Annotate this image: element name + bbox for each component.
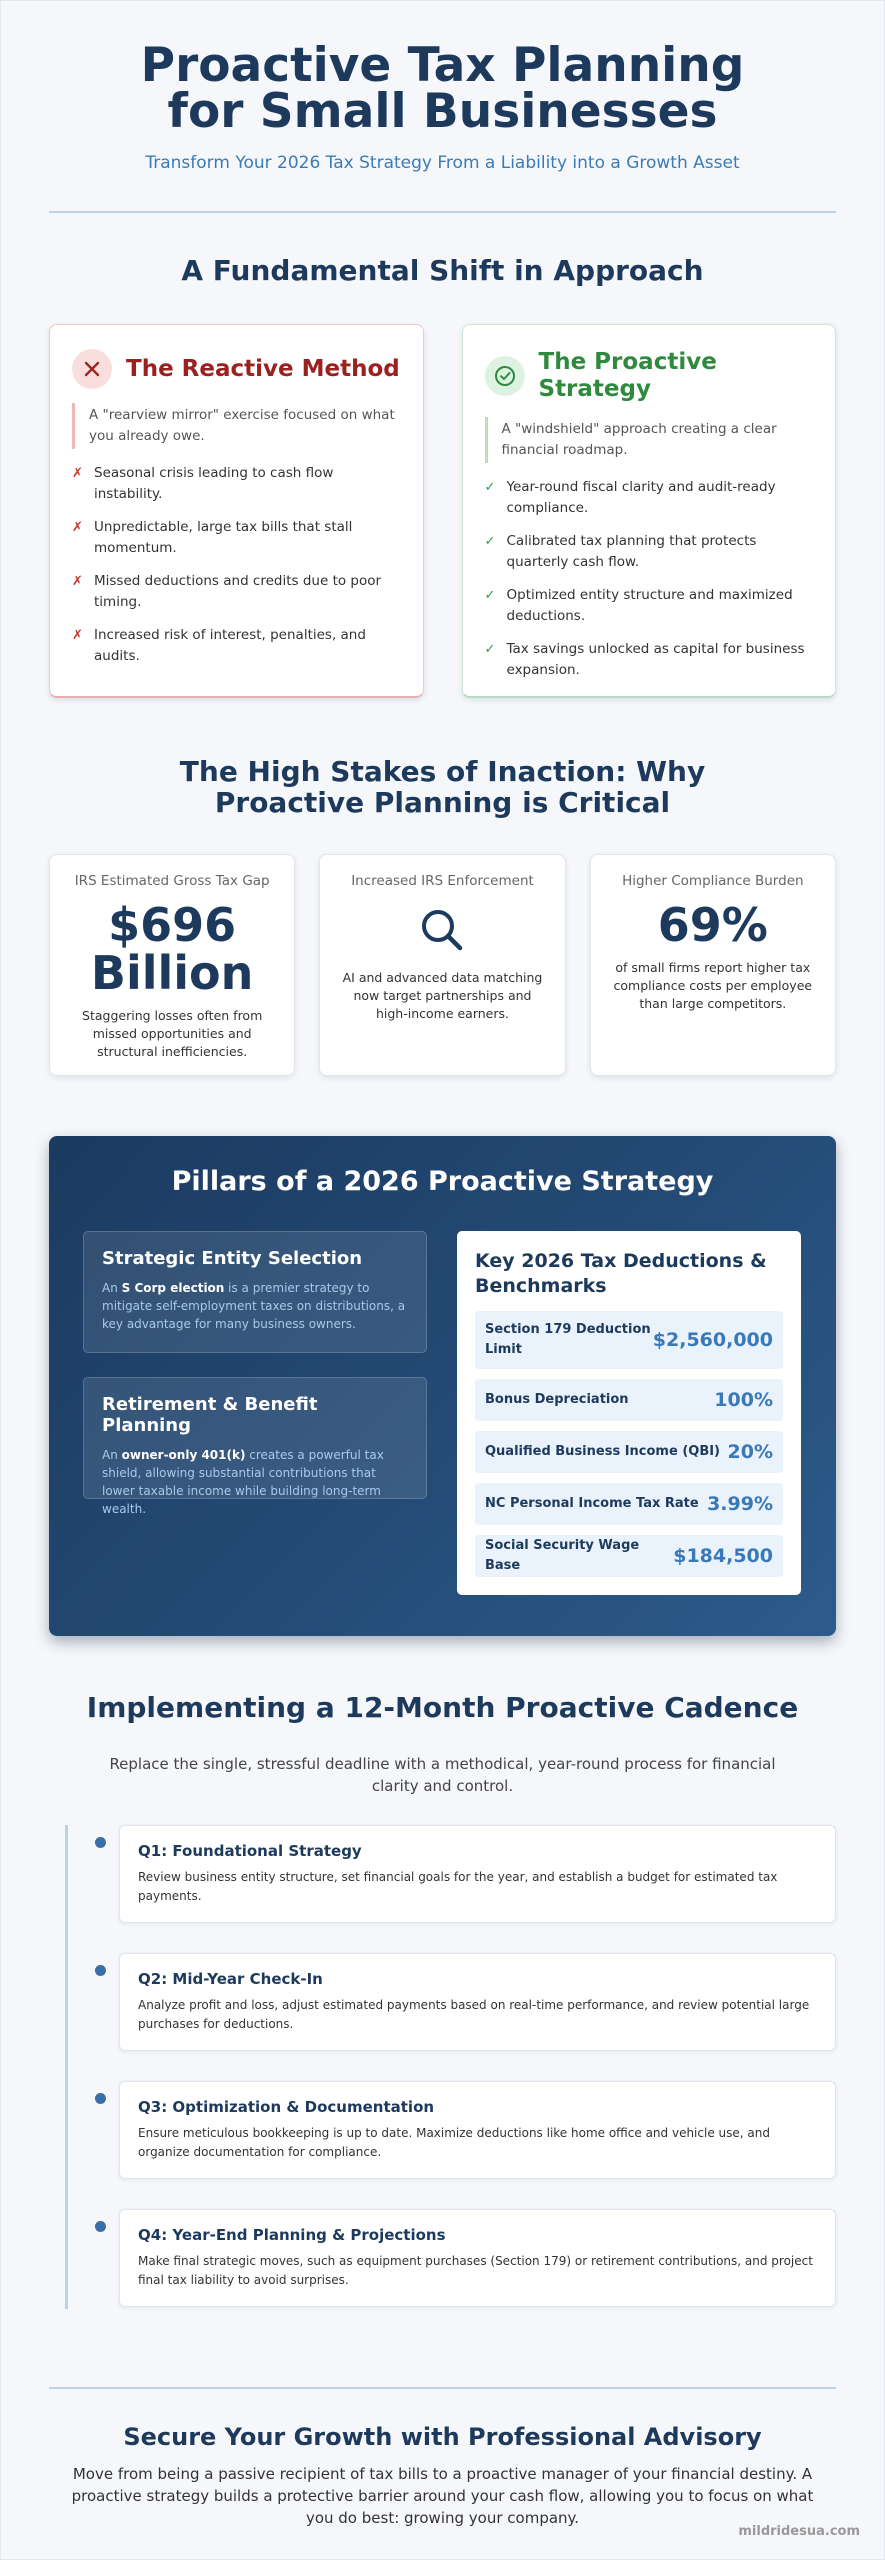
timeline: [49, 1825, 836, 2337]
deduction-value: $184,500: [673, 1545, 773, 1567]
proactive-title: The Proactive Strategy: [538, 349, 717, 402]
reactive-points: [72, 463, 401, 667]
stat-value: 69%: [657, 898, 768, 952]
proactive-points: [485, 477, 814, 681]
step-title: Q2: Mid-Year Check-In: [138, 1970, 323, 1988]
outro-section: [1, 2423, 884, 2529]
outro-text: Move from being a passive recipient of tax bills to a proactive manager of your financial destiny. A proactive strategy builds a protective barrier around your cash flow, allowing you to focus on what you do best: growing your company.: [71, 2465, 814, 2527]
timeline-card: [119, 2209, 836, 2307]
step-text: Analyze profit and loss, adjust estimated payments based on real-time performance, and review potential large purchases for deductions.: [138, 1998, 810, 2031]
timeline-card: [119, 1825, 836, 1923]
deduction-row: [475, 1483, 783, 1525]
step-title: Q4: Year-End Planning & Projections: [138, 2226, 446, 2244]
list-item: ✓ Calibrated tax planning that protects quarterly cash flow.: [485, 531, 814, 573]
reactive-title: The Reactive Method: [126, 355, 400, 382]
list-item: ✗ Increased risk of interest, penalties, and audits.: [72, 625, 401, 667]
deduction-value: 100%: [714, 1389, 773, 1411]
stakes-section: [1, 756, 884, 1076]
cross-icon: ✗: [72, 628, 83, 643]
cross-icon: ✗: [72, 466, 83, 481]
deduction-value: 3.99%: [707, 1493, 773, 1515]
stat-description: of small firms report higher tax compliance costs per employee than large competitors.: [613, 960, 813, 1011]
step-title: Q3: Optimization & Documentation: [138, 2098, 435, 2116]
hero-header: [1, 1, 884, 173]
deduction-label: Bonus Depreciation: [485, 1392, 629, 1407]
deductions-panel: [457, 1231, 801, 1595]
timeline-dot: [95, 2093, 106, 2104]
check-icon: ✓: [484, 642, 496, 657]
reactive-quote: A "rearview mirror" exercise focused on what you already owe.: [72, 403, 401, 449]
pillars-title: Pillars of a 2026 Proactive Strategy: [171, 1166, 714, 1197]
step-text: Make final strategic moves, such as equipment purchases (Section 179) or retirement contributions, and project final tax liability to avoid surprises.: [138, 2254, 813, 2287]
deduction-row: [475, 1535, 783, 1577]
timeline-dot: [95, 2221, 106, 2232]
approach-title: A Fundamental Shift in Approach: [181, 254, 704, 287]
check-icon: ✓: [484, 534, 496, 549]
pillar-text: An owner-only 401(k) creates a powerful tax shield, allowing substantial contributions that lower taxable income while building long-term wealth.: [102, 1448, 384, 1516]
stat-card-tax-gap: [49, 854, 295, 1076]
check-circle-icon: [485, 356, 525, 396]
deduction-label: Section 179 Deduction Limit: [485, 1322, 651, 1357]
page-subtitle: Transform Your 2026 Tax Strategy From a Liability into a Growth Asset: [145, 153, 740, 173]
timeline-item: [49, 2209, 836, 2337]
step-title: Q1: Foundational Strategy: [138, 1842, 362, 1860]
stat-card-compliance: [590, 854, 836, 1076]
timeline-dot: [95, 1837, 106, 1848]
timeline-item: [49, 1825, 836, 1953]
list-item: ✗ Missed deductions and credits due to poor timing.: [72, 571, 401, 613]
search-icon: [336, 907, 548, 957]
deduction-value: 20%: [727, 1441, 773, 1463]
pillar-title: Strategic Entity Selection: [102, 1248, 363, 1269]
deduction-row: [475, 1311, 783, 1369]
deductions-title: Key 2026 Tax Deductions & Benchmarks: [475, 1250, 767, 1297]
divider: [49, 2387, 836, 2389]
page-title: Proactive Tax Planning for Small Businesses: [140, 38, 745, 139]
step-text: Review business entity structure, set financial goals for the year, and establish a budget for estimated tax payments.: [138, 1870, 778, 1903]
deduction-value: $2,560,000: [652, 1329, 773, 1351]
pillars-section: [49, 1136, 836, 1636]
cadence-title: Implementing a 12-Month Proactive Cadence: [86, 1691, 799, 1724]
cadence-intro: Replace the single, stressful deadline with a methodical, year-round process for financial clarity and control.: [109, 1755, 776, 1795]
reactive-card: [49, 324, 424, 698]
x-icon: [72, 349, 112, 389]
stat-label: Higher Compliance Burden: [622, 873, 804, 889]
pillar-text: An S Corp election is a premier strategy to mitigate self-employment taxes on distributions, a key advantage for many business owners.: [102, 1281, 406, 1331]
cross-icon: ✗: [72, 520, 83, 535]
proactive-quote: A "windshield" approach creating a clear financial roadmap.: [485, 417, 814, 463]
pillar-title: Retirement & Benefit Planning: [102, 1394, 318, 1436]
deduction-row: [475, 1431, 783, 1473]
cross-icon: ✗: [72, 574, 83, 589]
deduction-label: Social Security Wage Base: [485, 1538, 640, 1573]
deduction-label: NC Personal Income Tax Rate: [485, 1496, 699, 1511]
timeline-dot: [95, 1965, 106, 1976]
pillar-card-entity: [83, 1231, 427, 1353]
divider: [49, 211, 836, 213]
stat-label: Increased IRS Enforcement: [351, 873, 534, 889]
list-item: ✓ Tax savings unlocked as capital for business expansion.: [485, 639, 814, 681]
list-item: ✓ Year-round fiscal clarity and audit-ready compliance.: [485, 477, 814, 519]
outro-title: Secure Your Growth with Professional Advisory: [123, 2423, 762, 2451]
deduction-label: Qualified Business Income (QBI): [485, 1444, 721, 1459]
check-icon: ✓: [484, 588, 496, 603]
stat-description: Staggering losses often from missed opportunities and structural inefficiencies.: [82, 1008, 263, 1059]
step-text: Ensure meticulous bookkeeping is up to date. Maximize deductions like home office and vehicle use, and organize documentation for compliance.: [138, 2126, 770, 2159]
check-icon: ✓: [484, 480, 496, 495]
approach-section: [1, 255, 884, 698]
list-item: ✗ Unpredictable, large tax bills that stall momentum.: [72, 517, 401, 559]
stat-card-enforcement: [319, 854, 565, 1076]
list-item: ✗ Seasonal crisis leading to cash flow instability.: [72, 463, 401, 505]
timeline-card: [119, 1953, 836, 2051]
timeline-card: [119, 2081, 836, 2179]
timeline-item: [49, 1953, 836, 2081]
list-item: ✓ Optimized entity structure and maximized deductions.: [485, 585, 814, 627]
stakes-title: The High Stakes of Inaction: Why Proactive Planning is Critical: [179, 755, 706, 819]
proactive-card: [462, 324, 837, 698]
stat-label: IRS Estimated Gross Tax Gap: [74, 873, 270, 889]
pillar-card-retirement: [83, 1377, 427, 1516]
watermark: mildridesua.com: [738, 2524, 860, 2539]
cadence-section: [1, 1692, 884, 2337]
stat-value: $696 Billion: [90, 898, 254, 1000]
deduction-row: [475, 1379, 783, 1421]
stat-description: AI and advanced data matching now target partnerships and high-income earners.: [342, 970, 543, 1021]
timeline-item: [49, 2081, 836, 2209]
